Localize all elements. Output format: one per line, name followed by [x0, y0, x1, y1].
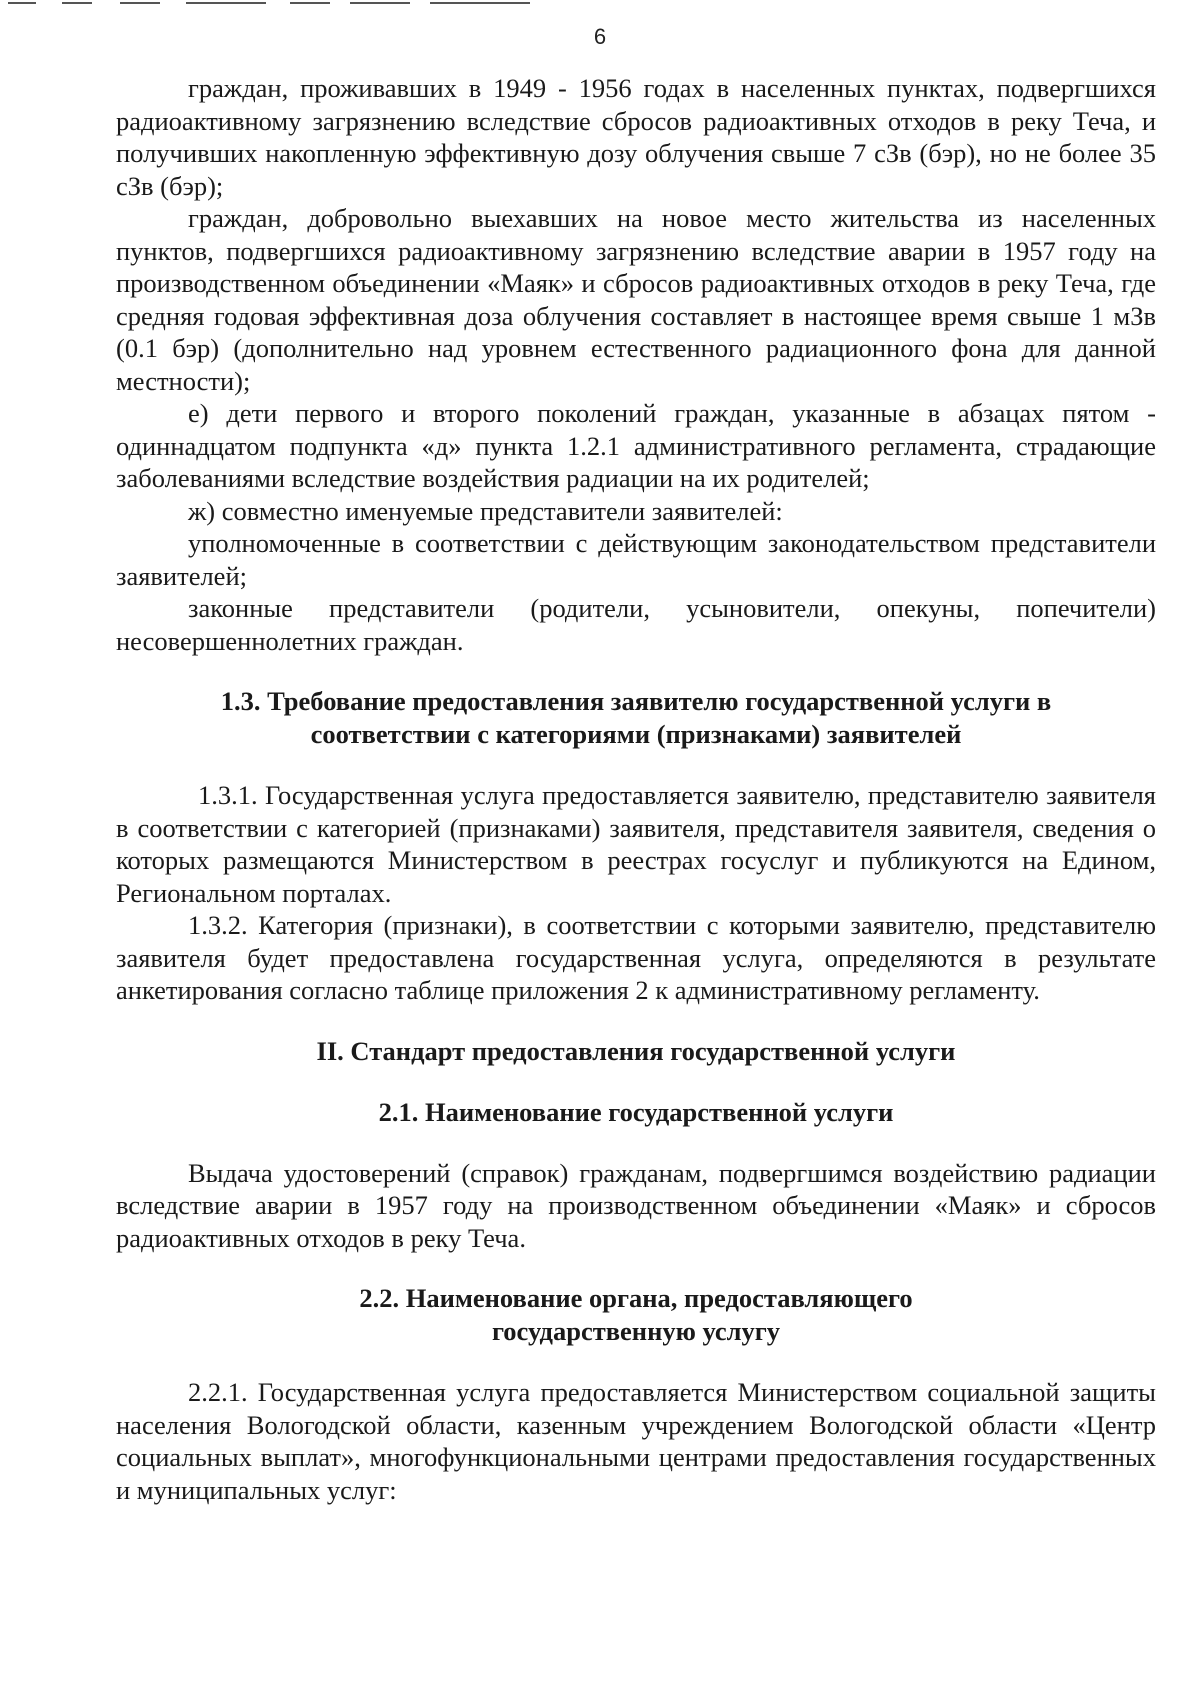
paragraph: ж) совместно именуемые представители заявителей:: [188, 495, 783, 526]
section-heading-2-2: [116, 1282, 1156, 1348]
paragraph: граждан, проживавших в 1949 - 1956 годах в населенных пунктах, подвергшихся радиоактивному загрязнению вследствие сбросов радиоактивных отходов в реку Теча, и получивших накопленную эффективную дозу облучения свыше 7 сЗв (бэр), но не более 35 сЗв (бэр);: [116, 73, 1156, 201]
paragraph: граждан, добровольно выехавших на новое место жительства из населенных пунктов, подвергшихся радиоактивному загрязнению вследствие аварии в 1957 году на производственном объединении «Маяк» и сбросов радиоактивных отходов в реку Теча, где средняя годовая эффективная доза облучения составляет в настоящее время свыше 1 мЗв (0.1 бэр) (дополнительно над уровнем естественного радиационного фона для данной местности);: [116, 203, 1156, 396]
heading-line: 2.2. Наименование органа, предоставляющего: [359, 1283, 913, 1313]
paragraph: уполномоченные в соответствии с действующим законодательством представители заявителей;: [116, 528, 1156, 591]
paragraph: 1.3.2. Категория (признаки), в соответствии с которыми заявителю, представителю заявителя будет предоставлена государственная услуга, определяются в результате анкетирования согласно таблице приложения 2 к административному регламенту.: [116, 910, 1156, 1005]
paragraph: е) дети первого и второго поколений граждан, указанные в абзацах пятом - одиннадцатом подпункта «д» пункта 1.2.1 административного регламента, страдающие заболеваниями вследствие воздействия радиации на их родителей;: [116, 398, 1156, 493]
heading-line: государственную услугу: [491, 1316, 781, 1346]
section-heading-2-1: 2.1. Наименование государственной услуги: [378, 1096, 894, 1127]
page-number: 6: [593, 24, 607, 49]
heading-line: 1.3. Требование предоставления заявителю государственной услуги в: [220, 686, 1052, 716]
section-heading-1-3: [116, 685, 1156, 751]
section-heading-II: II. Стандарт предоставления государственной услуги: [316, 1035, 956, 1066]
paragraph: 1.3.1. Государственная услуга предоставляется заявителю, представителю заявителя в соответствии с категорией (признаками) заявителя, представителя заявителя, сведения о которых размещаются Министерством в реестрах госуслуг и публикуются на Едином, Региональном порталах.: [116, 780, 1156, 908]
paragraph: Выдача удостоверений (справок) гражданам, подвергшимся воздействию радиации вследствие аварии в 1957 году на производственном объединении «Маяк» и сбросов радиоактивных отходов в реку Теча.: [116, 1157, 1156, 1253]
paragraph: 2.2.1. Государственная услуга предоставляется Министерством социальной защиты населения Вологодской области, казенным учреждением Вологодской области «Центр социальных выплат», многофункциональными центрами предоставления государственных и муниципальных услуг:: [116, 1377, 1156, 1505]
document-body: [116, 72, 1156, 1506]
paragraph: законные представители (родители, усыновители, опекуны, попечители) несовершеннолетних граждан.: [116, 593, 1156, 656]
heading-line: соответствии с категориями (признаками) заявителей: [310, 719, 962, 749]
scan-edge-marks: [0, 0, 560, 8]
